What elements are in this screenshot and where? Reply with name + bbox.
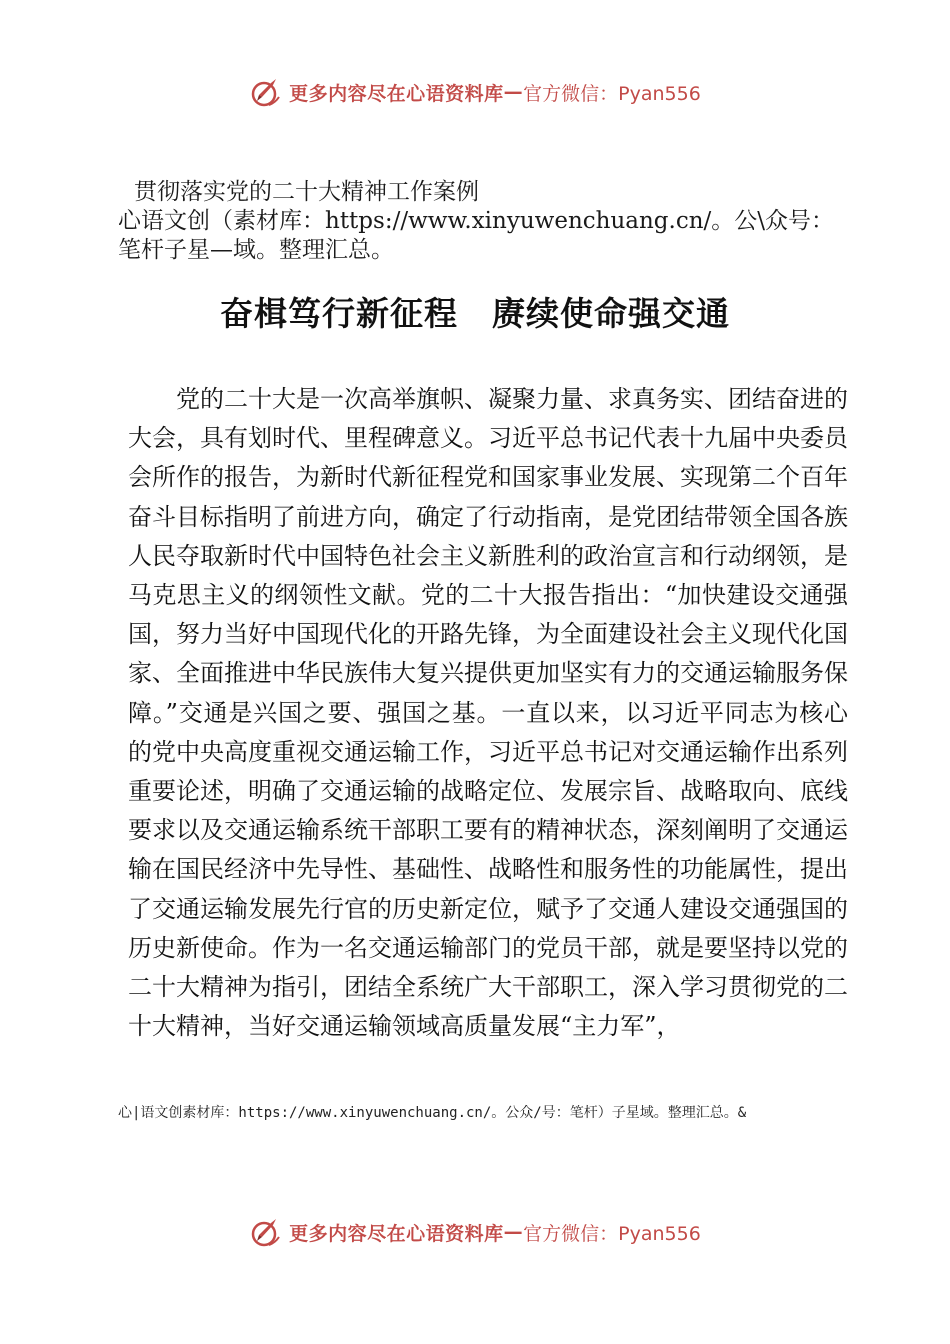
title-part-1: 奋楫笃行新征程 (220, 294, 458, 333)
pen-nib-logo-icon (249, 1215, 283, 1249)
body-paragraph: 党的二十大是一次高举旗帜、凝聚力量、求真务实、团结奋进的大会，具有划时代、里程碑意义。习近平总书记代表十九届中央委员会所作的报告，为新时代新征程党和国家事业发展、实现第二个百年奋斗目标指明了前进方向，确定了行动指南，是党团结带领全国各族人民夺取新时代中国特色社会主义新胜利的政治宣言和行动纲领，是马克思主义的纲领性文献。党的二十大报告指出：“加快建设交通强国，努力当好中国现代化的开路先锋，为全面建设社会主义现代化国家、全面推进中华民族伟大复兴提供更加坚实有力的交通运输服务保障。”交通是兴国之要、强国之基。一直以来，以习近平同志为核心的党中央高度重视交通运输工作，习近平总书记对交通运输作出系列重要论述，明确了交通运输的战略定位、发展宗旨、战略取向、底线要求以及交通运输系统干部职工要有的精神状态，深刻阐明了交通运输在国民经济中先导性、基础性、战略性和服务性的功能属性，提出了交通运输发展先行官的历史新定位，赋予了交通人建设交通强国的历史新使命。作为一名交通运输部门的党员干部，就是要坚持以党的二十大精神为指引，团结全系统广大干部职工，深入学习贯彻党的二十大精神，当好交通运输领域高质量发展“主力军”， (128, 385, 848, 1041)
article-body (128, 380, 848, 1046)
banner-dash: — (503, 81, 524, 103)
banner-wechat: 官方微信：Pyan556 (523, 82, 701, 105)
banner-dash: — (503, 1221, 524, 1243)
source-line: 心语文创（素材库：https://www.xinyuwenchuang.cn/。公\众号： (118, 208, 835, 234)
top-banner (0, 72, 950, 112)
title-part-2: 赓续使命强交通 (492, 294, 730, 333)
page-title (0, 288, 950, 335)
banner-wechat: 官方微信：Pyan556 (523, 1222, 701, 1245)
document-meta (118, 178, 878, 265)
bottom-banner (0, 1212, 950, 1252)
pen-nib-logo-icon (249, 75, 283, 109)
footer-watermark-note: 心|语文创素材库：https://www.xinyuwenchuang.cn/。公众/号：笔杆）子星域。整理汇总。& (118, 1105, 747, 1121)
banner-text: 更多内容尽在心语资料库 (289, 82, 504, 105)
source-line-continued: 笔杆子星—域。整理汇总。 (118, 237, 394, 263)
case-label: 贯彻落实党的二十大精神工作案例 (134, 179, 479, 205)
banner-text: 更多内容尽在心语资料库 (289, 1222, 504, 1245)
